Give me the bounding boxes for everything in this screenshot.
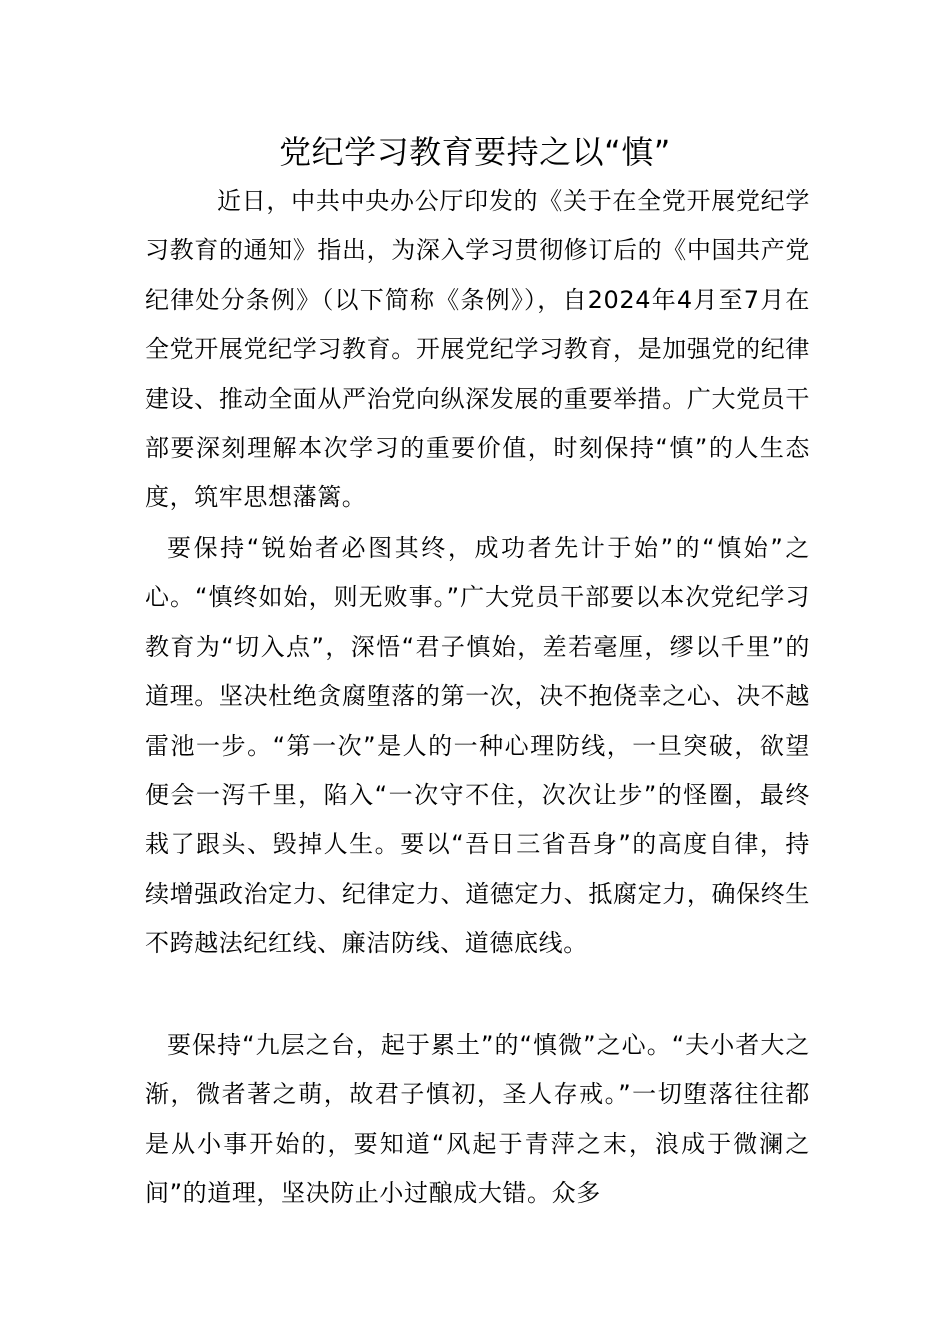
paragraph-shen-wei: 要保持“九层之台，起于累土”的“慎微”之心。“夫小者大之渐，微者著之萌，故君子慎初，圣人存戒。”一切堕落往往都是从小事开始的，要知道“风起于青萍之末，浪成于微澜之间”的道理，坚决防止小过酿成大错。众多 [145,1031,810,1208]
paragraph-shen-shi: 要保持“锐始者必图其终，成功者先计于始”的“慎始”之心。“慎终如始，则无败事。”广大党员干部要以本次党纪学习教育为“切入点”，深悟“君子慎始，差若毫厘，缪以千里”的道理。坚决杜绝贪腐堕落的第一次，决不抱侥幸之心、决不越雷池一步。“第一次”是人的一种心理防线，一旦突破，欲望便会一泻千里，陷入“一次守不住，次次让步”的怪圈，最终栽了跟头、毁掉人生。要以“吾日三省吾身”的高度自律，持续增强政治定力、纪律定力、道德定力、抵腐定力，确保终生不跨越法纪红线、廉洁防线、道德底线。 [145,534,810,958]
document-title: 党纪学习教育要持之以“慎” [279,133,671,171]
paragraph-intro: 近日，中共中央办公厅印发的《关于在全党开展党纪学习教育的通知》指出，为深入学习贯彻修订后的《中国共产党纪律处分条例》（以下简称《条例》），自2024年4月至7月在全党开展党纪学习教育。开展党纪学习教育，是加强党的纪律建设、推动全面从严治党向纵深发展的重要举措。广大党员干部要深刻理解本次学习的重要价值，时刻保持“慎”的人生态度，筑牢思想藩篱。 [145,187,810,512]
